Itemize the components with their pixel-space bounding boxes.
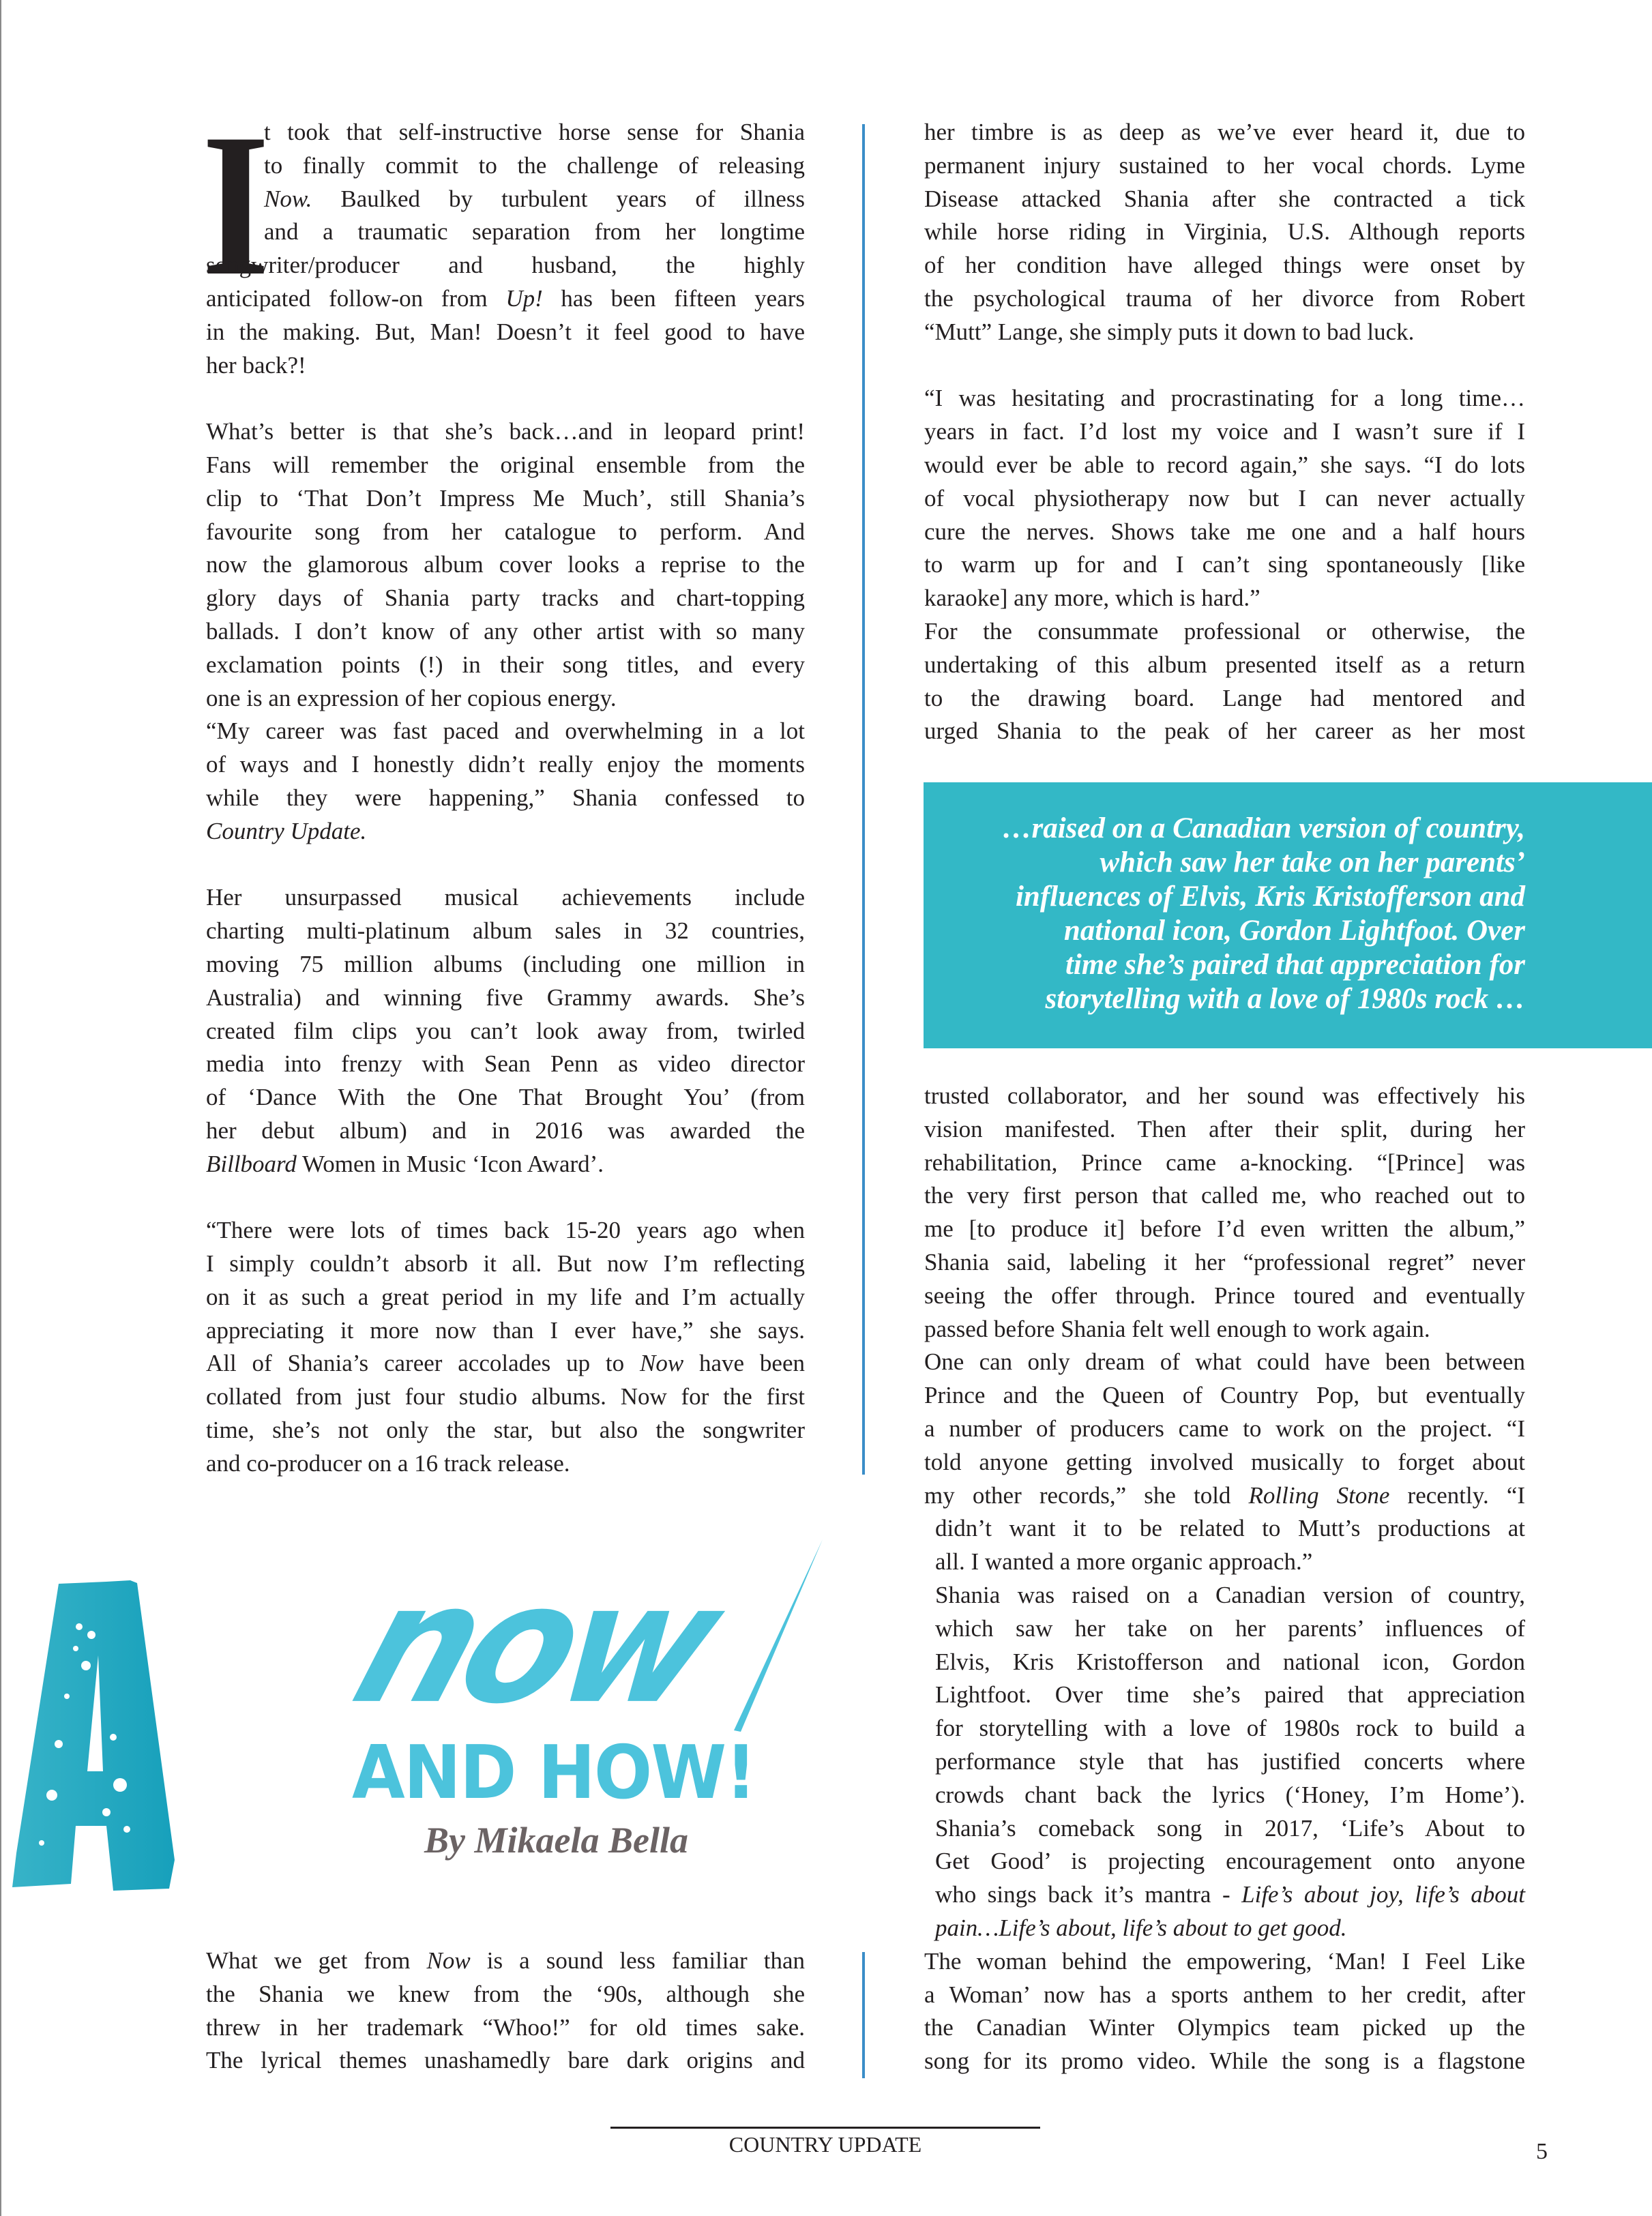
text-line: passed before Shania felt well enough to work again. [924,1315,1430,1342]
text-line: karaoke] any more, which is hard.” [924,585,1260,612]
text-line: didn’t want it to be related to Mutt’s productions at [935,1515,1525,1542]
text-line: my other records,” she told Rolling Stone recently. “I [924,1481,1526,1509]
text-line: “My career was fast paced and overwhelming in a lot [206,718,805,745]
page-edge [0,0,1,2216]
text-line: one is an expression of her copious energy. [206,684,617,711]
left-column-bottom [206,1945,805,2078]
text-line: Prince and the Queen of Country Pop, but eventually [924,1382,1525,1409]
text-line: Lightfoot. Over time she’s paired that appreciation [935,1681,1525,1709]
text-line: appreciating it more now than I ever have,” she says. [206,1316,805,1344]
paragraph-gap [206,848,805,882]
text-line: collated from just four studio albums. Now for the first [206,1383,805,1410]
text-line: exclamation points (!) in their song titles, and every [206,651,805,678]
text-line: all. I wanted a more organic approach.” [935,1548,1313,1576]
title-word-now: now [334,1549,737,1741]
text-line: undertaking of this album presented itself as a return [924,651,1525,678]
text-line: Elvis, Kris Kristofferson and national icon, Gordon [935,1648,1525,1675]
right-column-bottom [924,1080,1525,2078]
text-line: who sings back it’s mantra - Life’s about joy, life’s about [935,1881,1525,1908]
text-line: Shania’s comeback song in 2017, ‘Life’s About to [935,1814,1525,1842]
italic-text: Now. [264,185,312,212]
text-line: threw in her trademark “Whoo!” for old times sake. [206,2013,805,2041]
text-line: in the making. But, Man! Doesn’t it feel good to have [206,318,805,345]
text-line: me [to produce it] before I’d even written the album,” [924,1215,1525,1243]
text-line: her debut album) and in 2016 was awarded the [206,1117,805,1144]
text-line: now the glamorous album cover looks a reprise to the [206,551,805,578]
text-line: seeing the offer through. Prince toured and eventually [924,1282,1525,1309]
text-line: time, she’s not only the star, but also the songwriter [206,1417,805,1444]
text-line: Her unsurpassed musical achievements include [206,884,805,911]
text-line: moving 75 million albums (including one million in [206,950,805,977]
text-line: and co-producer on a 16 track release. [206,1449,570,1477]
text-line [924,1912,1525,1945]
italic-text: Country Update. [206,817,367,844]
text-line: Disease attacked Shania after she contracted a tick [924,185,1525,212]
italic-text: Now [639,1350,684,1377]
italic-text: pain…Life’s about, life’s about to get good. [935,1914,1347,1941]
text-line: a Woman’ now has a sports anthem to her credit, after [924,1981,1525,2008]
text-line: I simply couldn’t absorb it all. But now I’m reflecting [206,1250,805,1277]
paragraph-gap [206,1181,805,1215]
text-line: crowds chant back the lyrics (‘Honey, I’m Home’). [935,1781,1525,1808]
text-line: “I was hesitating and procrastinating for a long time… [924,385,1525,412]
title-subtitle: AND HOW! [352,1730,756,1816]
text-line: media into frenzy with Sean Penn as video director [206,1050,805,1078]
pull-quote-box [924,782,1652,1048]
italic-text: Billboard [206,1150,297,1177]
text-line: urged Shania to the peak of her career as her most [924,718,1525,745]
text-line: Billboard Women in Music ‘Icon Award’. [206,1150,604,1177]
text-line: All of Shania’s career accolades up to Now have been [206,1350,805,1377]
page-number: 5 [1536,2139,1548,2164]
right-column-top [924,116,1525,748]
pull-quote-line: …raised on a Canadian version of country, [1002,812,1525,844]
column-divider-top [862,124,865,1475]
footer-rule [610,2127,1040,2129]
text-line: t took that self-instructive horse sense for Shania [264,119,805,145]
text-line: would ever be able to record again,” she says. “I do lots [924,451,1525,478]
text-line: years in fact. I’d lost my voice and I wasn’t sure if I [924,418,1525,445]
text-line: to the drawing board. Lange had mentored and [924,684,1525,711]
text-line: ballads. I don’t know of any other artist with so many [206,617,805,645]
text-line: cure the nerves. Shows take me one and a half hours [924,518,1525,545]
text-line: Get Good’ is projecting encouragement onto anyone [935,1848,1525,1875]
text-line: the Canadian Winter Olympics team picked up the [924,2014,1525,2041]
pull-quote-line: influences of Elvis, Kris Kristofferson and [1015,881,1525,913]
text-line: of her condition have alleged things were onset by [924,252,1525,279]
text-line [206,815,805,848]
pull-quote-line: time she’s paired that appreciation for [1065,949,1525,981]
paragraph-gap [206,382,805,415]
text-line: which saw her take on her parents’ influences of [935,1614,1525,1642]
text-line: Shania said, labeling it her “professional regret” never [924,1248,1525,1275]
italic-text: Up! [505,284,543,312]
text-line: rehabilitation, Prince came a-knocking. “[Prince] was [924,1149,1525,1176]
left-column-top [206,116,805,1481]
text-line: permanent injury sustained to her vocal chords. Lyme [924,151,1525,179]
text-line: while they were happening,” Shania confessed to [206,784,805,811]
title-letter-a-graphic [11,1539,338,1894]
text-line: The woman behind the empowering, ‘Man! I Feel Like [924,1947,1525,1975]
text-line: a number of producers came to work on the project. “I [924,1415,1525,1442]
text-line: on it as such a great period in my life and I’m actually [206,1283,805,1310]
pull-quote-line: storytelling with a love of 1980s rock … [1045,983,1525,1015]
text-line: What’s better is that she’s back…and in leopard print! [206,418,805,445]
text-line: What we get from Now is a sound less familiar than [206,1947,805,1974]
italic-text: Now [426,1947,471,1974]
byline: By Mikaela Bella [424,1820,688,1861]
drop-cap: I [202,91,270,318]
pull-quote-line: national icon, Gordon Lightfoot. Over [1063,915,1525,947]
text-line: the Shania we knew from the ‘90s, although she [206,1980,805,2007]
text-line: One can only dream of what could have been between [924,1348,1525,1376]
text-line: favourite song from her catalogue to perform. And [206,518,805,545]
text-line: Fans will remember the original ensemble from the [206,451,805,478]
italic-text: Rolling Stone [1248,1481,1390,1509]
text-line: and a traumatic separation from her longtime [264,218,805,246]
text-line: song for its promo video. While the song is a flagstone [924,2048,1525,2075]
text-line: For the consummate professional or otherwise, the [924,617,1525,645]
text-line: “There were lots of times back 15-20 years ago when [206,1217,805,1244]
pull-quote-line: which saw her take on her parents’ [1100,846,1525,878]
text-line: trusted collaborator, and her sound was effectively his [924,1082,1525,1109]
text-line: of vocal physiotherapy now but I can never actually [924,484,1525,512]
text-line: anticipated follow-on from Up! has been fifteen years [206,284,805,312]
footer-publication-name: COUNTRY UPDATE [728,2132,922,2157]
text-line: Australia) and winning five Grammy awards. She’s [206,984,805,1011]
text-line: created film clips you can’t look away from, twirled [206,1017,805,1044]
text-line: The lyrical themes unashamedly bare dark origins and [206,2047,805,2074]
italic-text: Life’s about joy, life’s about [1241,1881,1525,1908]
text-line: while horse riding in Virginia, U.S. Although reports [924,218,1525,246]
brush-stroke-graphic [693,1539,829,1744]
text-line: to warm up for and I can’t sing spontaneously [like [924,551,1525,578]
text-line: charting multi-platinum album sales in 32 countries, [206,917,805,945]
paragraph-gap [924,349,1525,383]
text-line: “Mutt” Lange, she simply puts it down to bad luck. [924,318,1415,345]
article-title-logo [11,1539,823,1894]
text-line: Now. Baulked by turbulent years of illness [264,185,805,212]
text-line: of ‘Dance With the One That Brought You’ (from [206,1084,805,1111]
text-line: the psychological trauma of her divorce from Robert [924,284,1525,312]
text-line: the very first person that called me, who reached out to [924,1182,1525,1209]
text-line: her back?! [206,351,306,379]
text-line: to finally commit to the challenge of releasing [264,151,805,179]
text-line: her timbre is as deep as we’ve ever heard it, due to [924,119,1525,145]
column-divider-bottom [862,1952,865,2078]
text-line: vision manifested. Then after their split, during her [924,1115,1525,1142]
text-line: performance style that has justified concerts where [935,1747,1525,1775]
text-line: Shania was raised on a Canadian version of country, [935,1581,1525,1608]
text-line: told anyone getting involved musically to forget about [924,1448,1525,1475]
text-line: songwriter/producer and husband, the highly [206,252,805,279]
text-line: for storytelling with a love of 1980s rock to build a [935,1715,1525,1742]
text-line: clip to ‘That Don’t Impress Me Much’, still Shania’s [206,484,805,512]
text-line: of ways and I honestly didn’t really enjoy the moments [206,751,805,778]
text-line: glory days of Shania party tracks and chart-topping [206,585,805,612]
